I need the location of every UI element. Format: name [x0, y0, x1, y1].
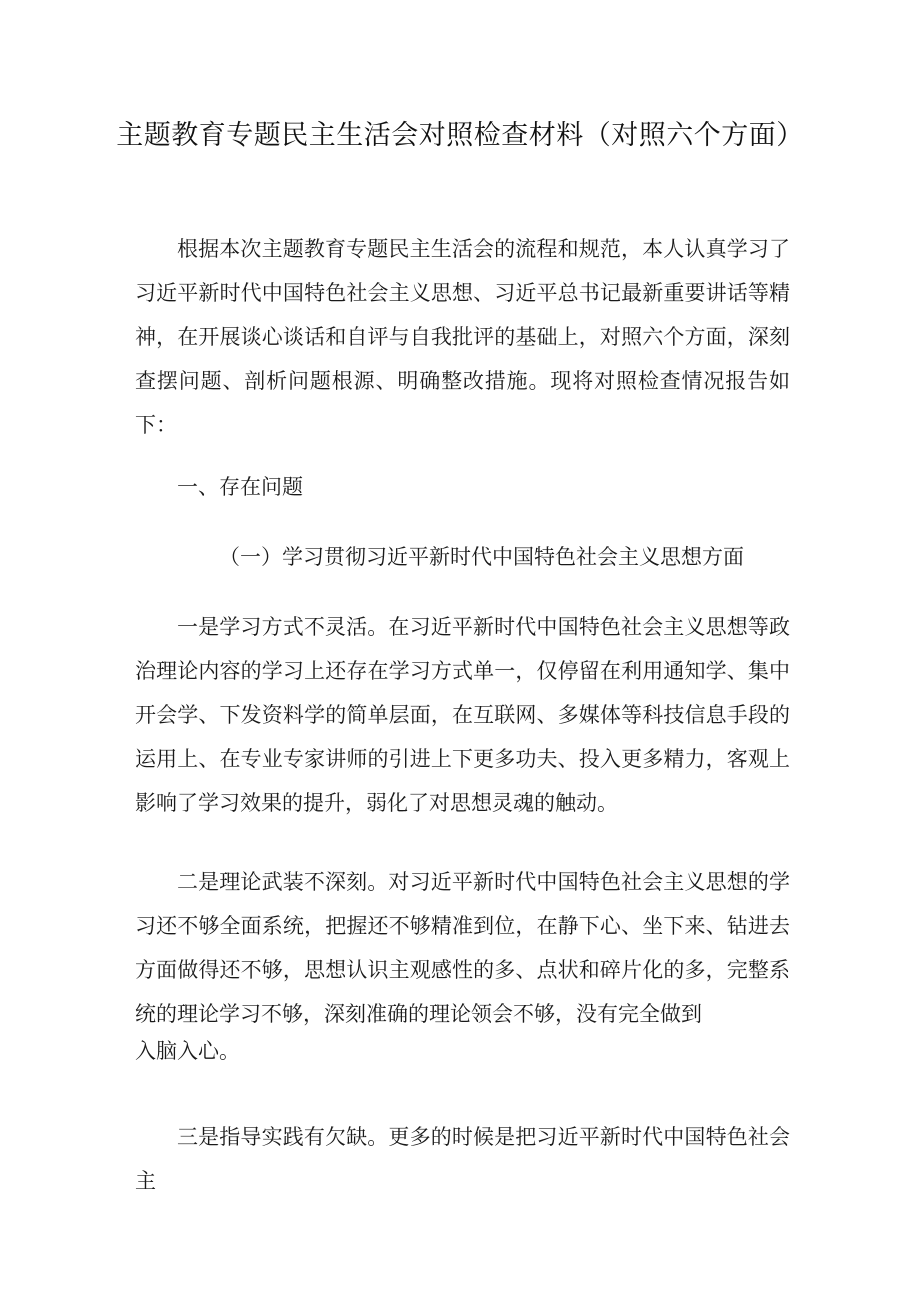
paragraph-point-two-continuation: 入脑入心。: [135, 1039, 240, 1063]
section-heading: 一、存在问题: [177, 475, 303, 499]
document-title: 主题教育专题民主生活会对照检查材料（对照六个方面）: [116, 120, 804, 151]
intro-paragraph: 根据本次主题教育专题民主生活会的流程和规范，本人认真学习了习近平新时代中国特色社会主义思想、习近平总书记最新重要讲话等精神，在开展谈心谈话和自评与自我批评的基础上，对照六个方面，深刻查摆问题、剖析问题根源、明确整改措施。现将对照检查情况报告如下：: [135, 237, 790, 437]
paragraph-point-three: 三是指导实践有欠缺。更多的时候是把习近平新时代中国特色社会主: [135, 1125, 790, 1193]
subsection-heading: （一）学习贯彻习近平新时代中国特色社会主义思想方面: [219, 545, 744, 569]
paragraph-point-two: 二是理论武装不深刻。对习近平新时代中国特色社会主义思想的学习还不够全面系统，把握还不够精准到位，在静下心、坐下来、钻进去方面做得还不够，思想认识主观感性的多、点状和碎片化的多，完整系统的理论学习不够，深刻准确的理论领会不够，没有完全做到: [135, 870, 790, 1026]
paragraph-point-one: 一是学习方式不灵活。在习近平新时代中国特色社会主义思想等政治理论内容的学习上还存在学习方式单一，仅停留在利用通知学、集中开会学、下发资料学的简单层面，在互联网、多媒体等科技信息手段的运用上、在专业专家讲师的引进上下更多功夫、投入更多精力，客观上影响了学习效果的提升，弱化了对思想灵魂的触动。: [135, 615, 790, 815]
